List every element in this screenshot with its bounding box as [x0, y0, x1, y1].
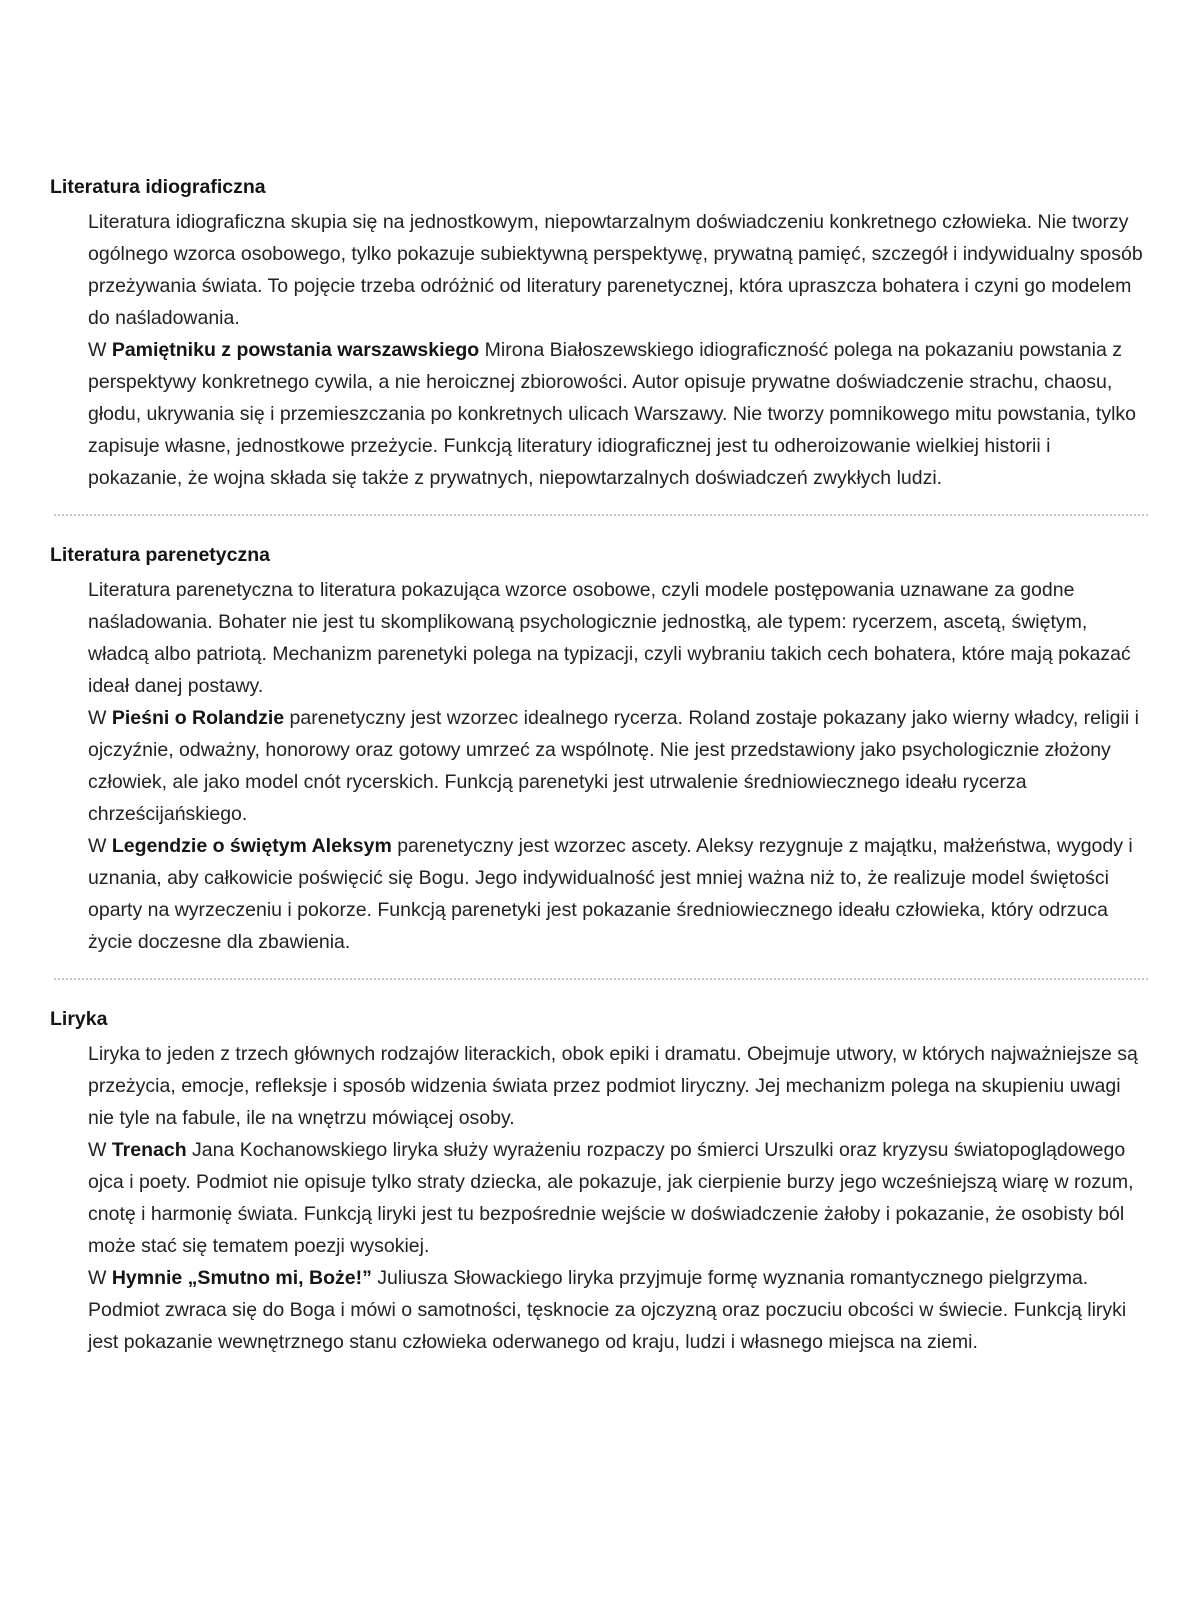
entry-idiographic [50, 172, 1150, 494]
entry-paragraph: W Hymnie „Smutno mi, Boże!” Juliusza Słowackiego liryka przyjmuje formę wyznania romantycznego pielgrzyma. Podmiot zwraca się do Boga i mówi o samotności, tęsknocie za ojczyzną oraz poczuciu obcości w świecie. Funkcją liryki jest pokazanie wewnętrznego stanu człowieka oderwanego od kraju, ludzi i własnego miejsca na ziemi. [88, 1267, 1127, 1353]
work-title: Legendzie o świętym Aleksym [111, 835, 392, 857]
entry-body [50, 1038, 1150, 1358]
entry-title: Literatura parenetyczna [50, 544, 270, 566]
dotted-divider [54, 514, 1148, 516]
entry-paragraph: W Trenach Jana Kochanowskiego liryka służy wyrażeniu rozpaczy po śmierci Urszulki oraz kryzysu światopoglądowego ojca i poety. Podmiot nie opisuje tylko straty dziecka, ale pokazuje, jak cierpienie burzy jego wcześniejszą wiarę w rozum, cnotę i harmonię świata. Funkcją liryki jest tu bezpośrednie wejście w doświadczenie żałoby i pokazanie, że osobisty ból może stać się tematem poezji wysokiej. [88, 1139, 1134, 1257]
entry-paragraph: W Legendzie o świętym Aleksym parenetyczny jest wzorzec ascety. Aleksy rezygnuje z majątku, małżeństwa, wygody i uznania, aby całkowicie poświęcić się Bogu. Jego indywidualność jest mniej ważna niż to, że realizuje model świętości oparty na wyrzeczeniu i pokorze. Funkcją parenetyki jest pokazanie średniowiecznego ideału człowieka, który odrzuca życie doczesne dla zbawienia. [88, 835, 1133, 953]
entry-paragraph: Literatura parenetyczna to literatura pokazująca wzorce osobowe, czyli modele postępowania uznawane za godne naśladowania. Bohater nie jest tu skomplikowaną psychologicznie jednostką, ale typem: rycerzem, ascetą, świętym, władcą albo patriotą. Mechanizm parenetyki polega na typizacji, czyli wybraniu takich cech bohatera, które mają pokazać ideał danej postawy. [88, 579, 1131, 697]
entry-body [50, 206, 1150, 494]
entry-paragraph: W Pamiętniku z powstania warszawskiego Mirona Białoszewskiego idiograficzność polega na pokazaniu powstania z perspektywy konkretnego cywila, a nie heroicznej zbiorowości. Autor opisuje prywatne doświadczenie strachu, chaosu, głodu, ukrywania się i przemieszczania po konkretnych ulicach Warszawy. Nie tworzy pomnikowego mitu powstania, tylko zapisuje własne, jednostkowe przeżycie. Funkcją literatury idiograficznej jest tu odheroizowanie wielkiej historii i pokazanie, że wojna składa się także z prywatnych, niepowtarzalnych doświadczeń zwykłych ludzi. [88, 339, 1137, 489]
dotted-divider [54, 978, 1148, 980]
work-title: Pieśni o Rolandzie [111, 707, 285, 729]
entry-paragraph: W Pieśni o Rolandzie parenetyczny jest wzorzec idealnego rycerza. Roland zostaje pokazany jako wierny władcy, religii i ojczyźnie, odważny, honorowy oraz gotowy umrzeć za wspólnotę. Nie jest przedstawiony jako psychologicznie złożony człowiek, ale jako model cnót rycerskich. Funkcją parenetyki jest utrwalenie średniowiecznego ideału rycerza chrześcijańskiego. [88, 707, 1139, 825]
entry-paragraph: Literatura idiograficzna skupia się na jednostkowym, niepowtarzalnym doświadczeniu konkretnego człowieka. Nie tworzy ogólnego wzorca osobowego, tylko pokazuje subiektywną perspektywę, prywatną pamięć, szczegół i indywidualny sposób przeżywania świata. To pojęcie trzeba odróżnić od literatury parenetycznej, która upraszcza bohatera i czyni go modelem do naśladowania. [88, 211, 1143, 329]
entry-lyric [50, 1004, 1150, 1358]
entry-parenetic [50, 540, 1150, 958]
entry-title: Liryka [50, 1008, 108, 1030]
work-title: Hymnie „Smutno mi, Boże!” [111, 1267, 372, 1289]
work-title: Trenach [111, 1139, 187, 1161]
entry-paragraph: Liryka to jeden z trzech głównych rodzajów literackich, obok epiki i dramatu. Obejmuje utwory, w których najważniejsze są przeżycia, emocje, refleksje i sposób widzenia świata przez podmiot liryczny. Jej mechanizm polega na skupieniu uwagi nie tyle na fabule, ile na wnętrzu mówiącej osoby. [88, 1043, 1138, 1129]
entry-title: Literatura idiograficzna [50, 176, 266, 198]
entry-body [50, 574, 1150, 958]
work-title: Pamiętniku z powstania warszawskiego [111, 339, 480, 361]
